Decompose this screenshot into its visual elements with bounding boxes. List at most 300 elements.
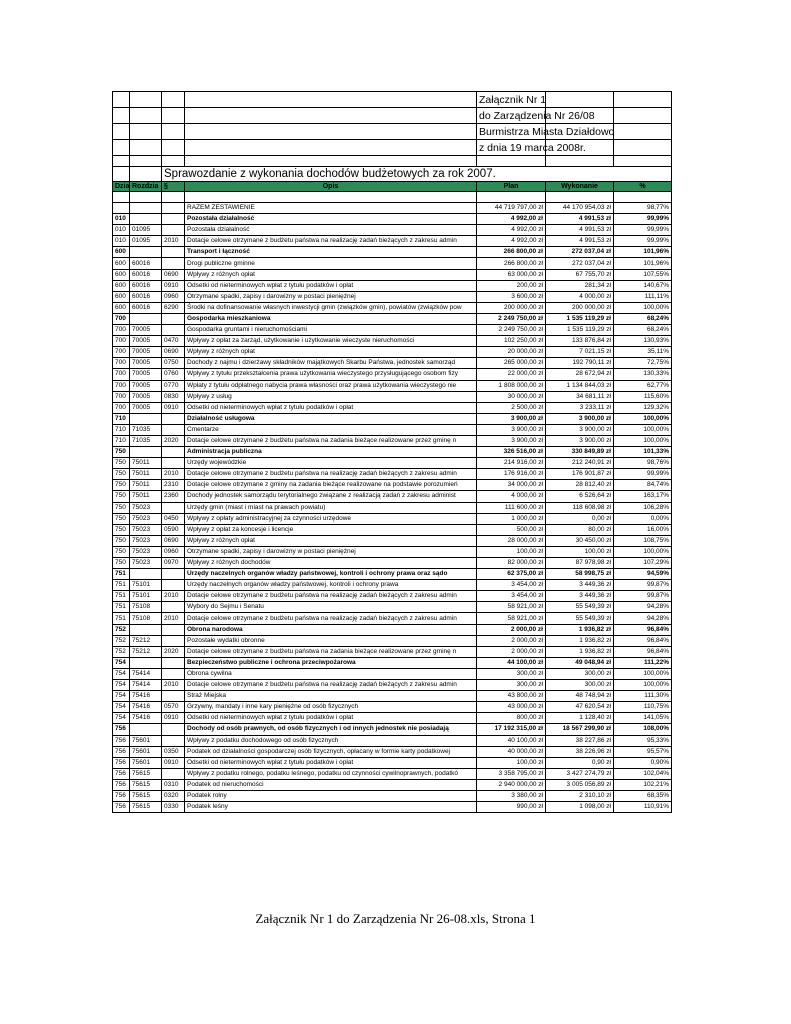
cell-procent: 98,77%	[614, 203, 672, 214]
cell-procent: 100,00%	[614, 546, 672, 557]
cell-opis: Wpływy z różnych opłat	[185, 347, 477, 358]
cell-dzial: 600	[113, 247, 130, 258]
cell-paragraf: 0690	[162, 269, 185, 280]
cell-rozdzial	[130, 724, 162, 735]
cell-opis: Administracja publiczna	[185, 447, 477, 458]
cell-paragraf: 0910	[162, 713, 185, 724]
col-plan: Plan	[477, 182, 546, 192]
header-line-4: z dnia 19 marca 2008r.	[477, 140, 546, 156]
cell-plan: 3 900,00 zł	[477, 413, 546, 424]
table-row	[113, 535, 672, 546]
cell-wykonanie: 212 240,91 zł	[546, 458, 614, 469]
cell-opis: Otrzymane spadki, zapisy i darowizny w postaci pieniężnej	[185, 291, 477, 302]
col-paragraf: §	[162, 182, 185, 192]
cell-dzial: 754	[113, 713, 130, 724]
cell-plan: 63 000,00 zł	[477, 269, 546, 280]
cell-plan: 58 921,00 zł	[477, 602, 546, 613]
cell-paragraf	[162, 668, 185, 679]
cell-dzial: 750	[113, 480, 130, 491]
cell-procent: 96,84%	[614, 635, 672, 646]
cell-dzial: 752	[113, 646, 130, 657]
cell-plan: 3 600,00 zł	[477, 291, 546, 302]
table-row	[113, 380, 672, 391]
cell-plan: 82 000,00 zł	[477, 558, 546, 569]
cell-opis: Wpływy z różnych opłat	[185, 269, 477, 280]
table-row	[113, 269, 672, 280]
cell-dzial: 750	[113, 458, 130, 469]
table-row	[113, 746, 672, 757]
cell-rozdzial: 75023	[130, 524, 162, 535]
table-row	[113, 691, 672, 702]
cell-dzial: 752	[113, 635, 130, 646]
cell-plan: 2 000,00 zł	[477, 624, 546, 635]
cell-dzial: 750	[113, 535, 130, 546]
col-opis: Opis	[185, 182, 477, 192]
cell-procent: 100,00%	[614, 302, 672, 313]
cell-dzial: 750	[113, 491, 130, 502]
cell-paragraf: 0960	[162, 291, 185, 302]
cell-procent: 101,96%	[614, 258, 672, 269]
cell-rozdzial: 75615	[130, 779, 162, 790]
cell-dzial: 700	[113, 313, 130, 324]
cell-procent: 96,84%	[614, 646, 672, 657]
cell-paragraf	[162, 635, 185, 646]
cell-paragraf: 0960	[162, 546, 185, 557]
cell-opis: Wpływy z opłaty administracyjnej za czynności urzędowe	[185, 513, 477, 524]
cell-plan: 990,00 zł	[477, 802, 546, 813]
cell-opis: Dotacje celowe otrzymane z gminy na zadania bieżące realizowane na podstawie porozumień	[185, 480, 477, 491]
cell-paragraf	[162, 214, 185, 225]
cell-rozdzial: 70005	[130, 380, 162, 391]
table-row	[113, 779, 672, 790]
cell-rozdzial: 75212	[130, 635, 162, 646]
cell-dzial: 700	[113, 380, 130, 391]
cell-paragraf	[162, 247, 185, 258]
cell-opis: Urzędy gmin (miast i miast na prawach powiatu)	[185, 502, 477, 513]
table-row	[113, 325, 672, 336]
cell-paragraf: 0690	[162, 347, 185, 358]
cell-paragraf	[162, 768, 185, 779]
cell-paragraf: 0910	[162, 757, 185, 768]
cell-paragraf: 2010	[162, 680, 185, 691]
cell-wykonanie: 1 535 119,29 zł	[546, 325, 614, 336]
table-row	[113, 336, 672, 347]
cell-procent: 99,99%	[614, 236, 672, 247]
table-row	[113, 613, 672, 624]
cell-dzial: 756	[113, 779, 130, 790]
cell-opis: Wpływy z podatku rolnego, podatku leśnego, podatku od czynności cywilnoprawnych, podatkó	[185, 768, 477, 779]
table-row	[113, 447, 672, 458]
table-row	[113, 203, 672, 214]
cell-rozdzial: 70005	[130, 358, 162, 369]
cell-rozdzial: 60016	[130, 291, 162, 302]
cell-rozdzial: 75011	[130, 480, 162, 491]
cell-wykonanie: 330 849,89 zł	[546, 447, 614, 458]
cell-paragraf	[162, 624, 185, 635]
cell-rozdzial: 75601	[130, 757, 162, 768]
cell-procent: 111,11%	[614, 291, 672, 302]
cell-wykonanie: 1 098,00 zł	[546, 802, 614, 813]
cell-paragraf	[162, 657, 185, 668]
cell-wykonanie: 3 900,00 zł	[546, 435, 614, 446]
cell-procent: 110,75%	[614, 702, 672, 713]
cell-rozdzial: 01095	[130, 225, 162, 236]
cell-procent: 100,00%	[614, 413, 672, 424]
cell-wykonanie: 133 876,84 zł	[546, 336, 614, 347]
cell-dzial: 700	[113, 325, 130, 336]
cell-procent: 101,96%	[614, 247, 672, 258]
cell-procent: 99,99%	[614, 214, 672, 225]
table-row	[113, 458, 672, 469]
cell-rozdzial	[130, 203, 162, 214]
cell-rozdzial: 01095	[130, 236, 162, 247]
cell-rozdzial: 75101	[130, 591, 162, 602]
cell-paragraf	[162, 413, 185, 424]
cell-procent: 95,33%	[614, 735, 672, 746]
cell-paragraf	[162, 569, 185, 580]
table-row	[113, 369, 672, 380]
cell-paragraf: 0450	[162, 513, 185, 524]
cell-wykonanie: 4 000,00 zł	[546, 291, 614, 302]
cell-opis: Wybory do Sejmu i Senatu	[185, 602, 477, 613]
cell-rozdzial: 75414	[130, 668, 162, 679]
table-row	[113, 513, 672, 524]
cell-rozdzial: 70005	[130, 325, 162, 336]
cell-plan: 17 192 315,00 zł	[477, 724, 546, 735]
cell-plan: 2 500,00 zł	[477, 402, 546, 413]
table-row	[113, 790, 672, 801]
cell-plan: 3 900,00 zł	[477, 435, 546, 446]
cell-rozdzial: 60016	[130, 302, 162, 313]
cell-opis: Gospodarka gruntami i nieruchomościami	[185, 325, 477, 336]
cell-opis: Odsetki od nieterminowych wpłat z tytułu podatków i opłat	[185, 402, 477, 413]
cell-dzial: 600	[113, 258, 130, 269]
cell-plan: 30 000,00 zł	[477, 391, 546, 402]
cell-procent: 99,99%	[614, 225, 672, 236]
cell-plan: 4 992,00 zł	[477, 236, 546, 247]
cell-dzial: 756	[113, 802, 130, 813]
cell-rozdzial	[130, 313, 162, 324]
cell-rozdzial: 70005	[130, 347, 162, 358]
cell-procent: 108,75%	[614, 535, 672, 546]
cell-dzial: 750	[113, 546, 130, 557]
cell-procent: 62,77%	[614, 380, 672, 391]
cell-wykonanie: 300,00 zł	[546, 680, 614, 691]
table-row	[113, 491, 672, 502]
cell-paragraf: 0320	[162, 790, 185, 801]
cell-wykonanie: 55 549,39 zł	[546, 613, 614, 624]
cell-procent: 16,00%	[614, 524, 672, 535]
cell-procent: 99,87%	[614, 580, 672, 591]
cell-plan: 200 000,00 zł	[477, 302, 546, 313]
table-row	[113, 480, 672, 491]
cell-opis: Dochody jednostek samorządu terytorialnego związane z realizacją zadań z zakresu administ	[185, 491, 477, 502]
cell-plan: 1 808 000,00 zł	[477, 380, 546, 391]
cell-opis: Dotacje celowe otrzymane z budżetu państwa na realizację zadań bieżących z zakresu admin	[185, 469, 477, 480]
header-line-3: Burmistrza Miasta Działdowo	[477, 124, 546, 140]
cell-wykonanie: 87 978,98 zł	[546, 558, 614, 569]
cell-opis: Obrona narodowa	[185, 624, 477, 635]
table-row	[113, 402, 672, 413]
cell-rozdzial: 60016	[130, 258, 162, 269]
cell-plan: 300,00 zł	[477, 668, 546, 679]
cell-rozdzial: 70005	[130, 402, 162, 413]
cell-paragraf	[162, 203, 185, 214]
cell-rozdzial: 75108	[130, 602, 162, 613]
cell-plan: 2 000,00 zł	[477, 635, 546, 646]
table-row	[113, 302, 672, 313]
cell-opis: Odsetki od nieterminowych wpłat z tytułu podatków i opłat	[185, 757, 477, 768]
cell-rozdzial: 70005	[130, 336, 162, 347]
table-row	[113, 469, 672, 480]
cell-dzial: 750	[113, 558, 130, 569]
table-row	[113, 713, 672, 724]
cell-wykonanie: 49 048,94 zł	[546, 657, 614, 668]
cell-wykonanie: 3 449,36 zł	[546, 580, 614, 591]
table-row	[113, 358, 672, 369]
cell-paragraf: 0910	[162, 402, 185, 413]
cell-dzial: 756	[113, 724, 130, 735]
cell-opis: Grzywny, mandaty i inne kary pieniężne od osób fizycznych	[185, 702, 477, 713]
cell-opis: Działalność usługowa	[185, 413, 477, 424]
budget-report-table	[112, 91, 672, 813]
cell-wykonanie: 272 037,04 zł	[546, 258, 614, 269]
cell-opis: Dotacje celowe otrzymane z budżetu państwa na realizację zadań bieżących z zakresu admin	[185, 236, 477, 247]
cell-rozdzial	[130, 214, 162, 225]
cell-rozdzial: 70005	[130, 369, 162, 380]
cell-opis: Urzędy naczelnych organów władzy państwowej, kontroli i ochrony prawa oraz sądo	[185, 569, 477, 580]
cell-opis: Podatek od działalności gospodarczej osób fizycznych, opłacany w formie karty podatkowej	[185, 746, 477, 757]
cell-dzial: 010	[113, 236, 130, 247]
cell-paragraf: 0470	[162, 336, 185, 347]
table-row	[113, 546, 672, 557]
cell-procent: 100,00%	[614, 424, 672, 435]
cell-opis: Dochody z najmu i dzierżawy składników majątkowych Skarbu Państwa, jednostek samorząd	[185, 358, 477, 369]
cell-procent: 98,76%	[614, 458, 672, 469]
cell-opis: RAZEM ZESTAWIENIE	[185, 203, 477, 214]
col-dzial: Dzia	[113, 182, 130, 192]
cell-procent: 35,11%	[614, 347, 672, 358]
cell-plan: 265 000,00 zł	[477, 358, 546, 369]
cell-opis: Dotacje celowe otrzymane z budżetu państwa na realizację zadań bieżących z zakresu admin	[185, 613, 477, 624]
cell-procent: 94,28%	[614, 602, 672, 613]
cell-rozdzial: 75416	[130, 713, 162, 724]
cell-wykonanie: 0,90 zł	[546, 757, 614, 768]
cell-plan: 40 100,00 zł	[477, 735, 546, 746]
cell-wykonanie: 3 900,00 zł	[546, 424, 614, 435]
cell-dzial: 751	[113, 602, 130, 613]
page-footer: Załącznik Nr 1 do Zarządzenia Nr 26-08.xls, Strona 1	[255, 911, 536, 926]
cell-procent: 115,60%	[614, 391, 672, 402]
cell-plan: 3 358 795,00 zł	[477, 768, 546, 779]
cell-dzial: 600	[113, 302, 130, 313]
cell-plan: 214 916,00 zł	[477, 458, 546, 469]
cell-dzial: 700	[113, 402, 130, 413]
cell-plan: 266 800,00 zł	[477, 258, 546, 269]
cell-wykonanie: 44 170 954,03 zł	[546, 203, 614, 214]
cell-wykonanie: 80,00 zł	[546, 524, 614, 535]
cell-paragraf	[162, 447, 185, 458]
cell-dzial: 754	[113, 657, 130, 668]
table-row	[113, 236, 672, 247]
cell-wykonanie: 4 991,53 zł	[546, 225, 614, 236]
cell-dzial: 754	[113, 680, 130, 691]
cell-opis: Wpływy z różnych dochodów	[185, 558, 477, 569]
cell-opis: Wpływy z usług	[185, 391, 477, 402]
cell-wykonanie: 176 901,87 zł	[546, 469, 614, 480]
cell-plan: 4 000,00 zł	[477, 491, 546, 502]
cell-paragraf: 0350	[162, 746, 185, 757]
table-row	[113, 258, 672, 269]
cell-wykonanie: 30 450,00 zł	[546, 535, 614, 546]
cell-wykonanie: 3 900,00 zł	[546, 413, 614, 424]
cell-dzial: 751	[113, 569, 130, 580]
table-row	[113, 313, 672, 324]
cell-procent: 99,99%	[614, 469, 672, 480]
report-title: Sprawozdanie z wykonania dochodów budżetowych za rok 2007.	[162, 167, 672, 182]
cell-wykonanie: 38 227,86 zł	[546, 735, 614, 746]
cell-wykonanie: 192 790,11 zł	[546, 358, 614, 369]
cell-plan: 58 921,00 zł	[477, 613, 546, 624]
cell-opis: Otrzymane spadki, zapisy i darowizny w postaci pieniężnej	[185, 546, 477, 557]
cell-dzial: 754	[113, 668, 130, 679]
cell-paragraf: 2010	[162, 613, 185, 624]
cell-procent: 107,55%	[614, 269, 672, 280]
cell-dzial: 756	[113, 757, 130, 768]
col-procent: %	[614, 182, 672, 192]
cell-rozdzial: 75023	[130, 558, 162, 569]
cell-paragraf	[162, 325, 185, 336]
cell-rozdzial: 75011	[130, 458, 162, 469]
cell-procent: 100,00%	[614, 668, 672, 679]
cell-opis: Pozostałe wydatki obronne	[185, 635, 477, 646]
table-row	[113, 413, 672, 424]
cell-procent: 68,35%	[614, 790, 672, 801]
table-row	[113, 580, 672, 591]
col-wykonanie: Wykonanie	[546, 182, 614, 192]
cell-opis: Dotacje celowe otrzymane z budżetu państwa na realizację zadań bieżących z zakresu admin	[185, 591, 477, 602]
cell-procent: 94,59%	[614, 569, 672, 580]
cell-dzial: 710	[113, 424, 130, 435]
cell-dzial: 756	[113, 790, 130, 801]
cell-plan: 176 916,00 zł	[477, 469, 546, 480]
cell-plan: 40 000,00 zł	[477, 746, 546, 757]
cell-procent: 94,28%	[614, 613, 672, 624]
cell-rozdzial: 75023	[130, 502, 162, 513]
cell-wykonanie: 118 608,98 zł	[546, 502, 614, 513]
cell-opis: Wpływy z opłat za koncesje i licencje	[185, 524, 477, 535]
cell-plan: 100,00 zł	[477, 546, 546, 557]
cell-paragraf	[162, 313, 185, 324]
table-row	[113, 646, 672, 657]
cell-rozdzial: 75414	[130, 680, 162, 691]
cell-wykonanie: 28 672,94 zł	[546, 369, 614, 380]
cell-opis: Bezpieczeństwo publiczne i ochrona przeciwpożarowa	[185, 657, 477, 668]
cell-plan: 4 992,00 zł	[477, 225, 546, 236]
cell-dzial: 750	[113, 502, 130, 513]
cell-wykonanie: 38 226,96 zł	[546, 746, 614, 757]
col-rozdzial: Rozdzia	[130, 182, 162, 192]
cell-plan: 2 000,00 zł	[477, 646, 546, 657]
cell-paragraf: 2360	[162, 491, 185, 502]
cell-opis: Straż Miejska	[185, 691, 477, 702]
cell-rozdzial	[130, 657, 162, 668]
cell-paragraf	[162, 225, 185, 236]
cell-plan: 800,00 zł	[477, 713, 546, 724]
cell-opis: Środki na dofinansowanie własnych inwestycji gmin (związków gmin), powiatów (związków pow	[185, 302, 477, 313]
table-row	[113, 757, 672, 768]
cell-wykonanie: 1 128,40 zł	[546, 713, 614, 724]
cell-procent: 102,04%	[614, 768, 672, 779]
cell-wykonanie: 281,34 zł	[546, 280, 614, 291]
cell-dzial: 750	[113, 447, 130, 458]
cell-wykonanie: 6 526,64 zł	[546, 491, 614, 502]
cell-plan: 2 249 750,00 zł	[477, 313, 546, 324]
cell-dzial: 754	[113, 702, 130, 713]
cell-procent: 130,33%	[614, 369, 672, 380]
cell-procent: 108,00%	[614, 724, 672, 735]
cell-opis: Odsetki od nieterminowych wpłat z tytułu podatków i opłat	[185, 280, 477, 291]
cell-rozdzial	[130, 413, 162, 424]
cell-plan: 1 000,00 zł	[477, 513, 546, 524]
table-row	[113, 225, 672, 236]
cell-plan: 200,00 zł	[477, 280, 546, 291]
cell-opis: Wpłaty z tytułu odpłatnego nabycia prawa własności oraz prawa użytkowania wieczystego nie	[185, 380, 477, 391]
cell-rozdzial: 60016	[130, 269, 162, 280]
table-row	[113, 802, 672, 813]
cell-rozdzial: 71035	[130, 435, 162, 446]
cell-wykonanie: 1 134 844,03 zł	[546, 380, 614, 391]
cell-procent: 141,05%	[614, 713, 672, 724]
cell-dzial: 010	[113, 225, 130, 236]
cell-procent: 96,84%	[614, 624, 672, 635]
cell-rozdzial: 75023	[130, 535, 162, 546]
cell-wykonanie: 28 812,40 zł	[546, 480, 614, 491]
cell-plan: 100,00 zł	[477, 757, 546, 768]
cell-paragraf: 2010	[162, 591, 185, 602]
cell-rozdzial: 75615	[130, 802, 162, 813]
cell-rozdzial: 75023	[130, 546, 162, 557]
cell-procent: 106,28%	[614, 502, 672, 513]
cell-opis: Transport i łączność	[185, 247, 477, 258]
cell-paragraf: 2020	[162, 646, 185, 657]
cell-rozdzial: 75416	[130, 691, 162, 702]
cell-plan: 44 719 797,00 zł	[477, 203, 546, 214]
cell-dzial: 600	[113, 280, 130, 291]
cell-wykonanie: 3 427 274,79 zł	[546, 768, 614, 779]
column-header-row	[113, 182, 672, 192]
cell-opis: Dotacje celowe otrzymane z budżetu państwa na zadania bieżące realizowane przez gminę n	[185, 435, 477, 446]
cell-opis: Dochody od osób prawnych, od osób fizycznych i od innych jednostek nie posiadają	[185, 724, 477, 735]
cell-plan: 102 250,00 zł	[477, 336, 546, 347]
cell-rozdzial: 75101	[130, 580, 162, 591]
cell-wykonanie: 0,00 zł	[546, 513, 614, 524]
cell-plan: 300,00 zł	[477, 680, 546, 691]
cell-dzial: 750	[113, 469, 130, 480]
cell-rozdzial: 75601	[130, 746, 162, 757]
cell-paragraf	[162, 458, 185, 469]
cell-plan: 28 000,00 zł	[477, 535, 546, 546]
table-row	[113, 768, 672, 779]
table-row	[113, 524, 672, 535]
cell-paragraf	[162, 502, 185, 513]
cell-paragraf: 2010	[162, 236, 185, 247]
cell-rozdzial	[130, 447, 162, 458]
cell-procent: 163,17%	[614, 491, 672, 502]
cell-rozdzial: 75108	[130, 613, 162, 624]
cell-plan: 62 375,00 zł	[477, 569, 546, 580]
cell-opis: Dotacje celowe otrzymane z budżetu państwa na zadania bieżące realizowane przez gminę n	[185, 646, 477, 657]
